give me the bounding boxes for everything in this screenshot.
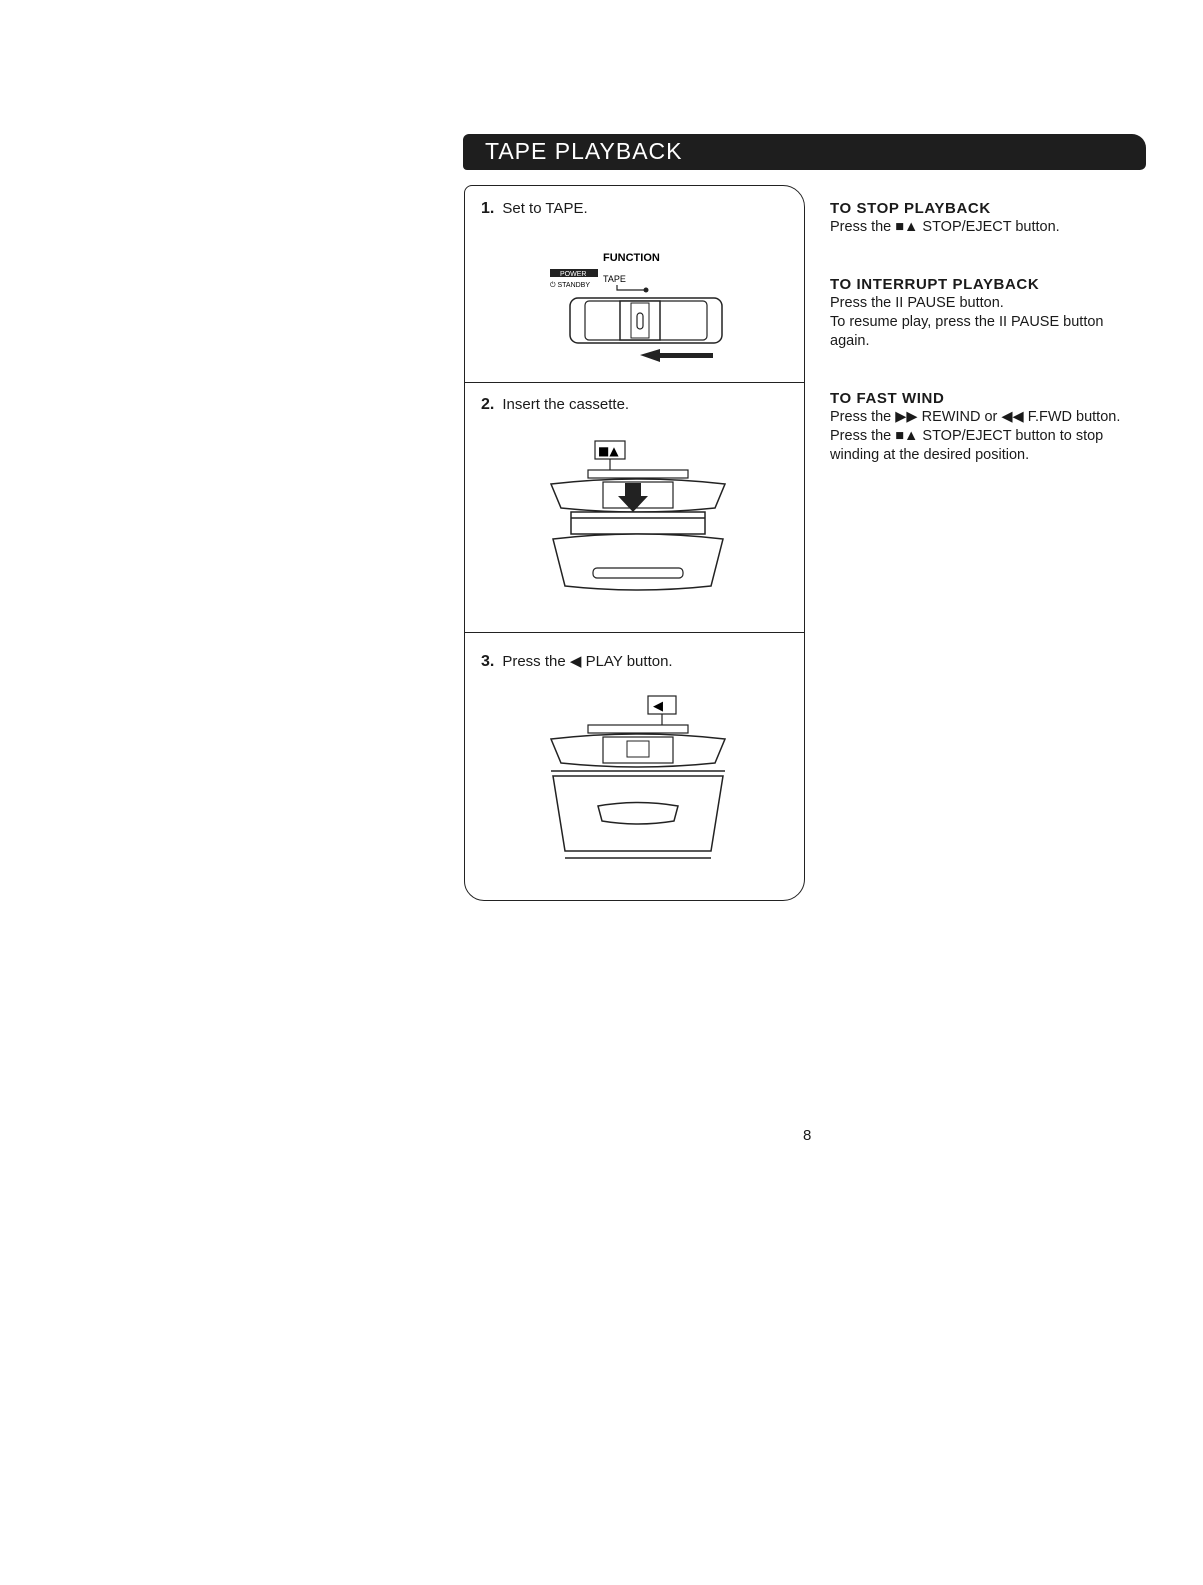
tape-label: TAPE (603, 274, 626, 284)
cassette-door (553, 534, 723, 590)
fast-wind-line-3: winding at the desired position. (830, 447, 1030, 463)
play-button-illustration (543, 691, 733, 871)
page-title: TAPE PLAYBACK (485, 138, 683, 164)
interrupt-line-1: Press the II PAUSE button. (830, 295, 1004, 311)
slide-arrow-icon (640, 349, 713, 362)
interrupt-line-2: To resume play, press the II PAUSE button (830, 314, 1104, 330)
function-label: FUNCTION (603, 252, 660, 264)
interrupt-playback-heading: TO INTERRUPT PLAYBACK (830, 276, 1040, 293)
stop-playback-line: Press the ■▲ STOP/EJECT button. (830, 219, 1060, 235)
interrupt-line-3: again. (830, 333, 870, 349)
power-label: POWER (560, 271, 587, 278)
step-2-number: 2. (481, 396, 495, 413)
insert-cassette-illustration (543, 436, 733, 611)
function-switch-illustration (545, 241, 745, 371)
step-1-number: 1. (481, 200, 495, 217)
steps-panel (464, 185, 805, 901)
step-3 (481, 652, 673, 671)
interrupt-playback-section (830, 275, 1160, 351)
step-divider (465, 382, 804, 383)
step-2-text: Insert the cassette. (502, 396, 630, 413)
step-2 (481, 396, 629, 414)
cassette (571, 512, 705, 534)
step-3-number: 3. (481, 653, 495, 670)
stop-playback-section (830, 199, 1160, 237)
step-divider (465, 632, 804, 633)
fast-wind-section (830, 389, 1160, 465)
step-1 (481, 200, 588, 218)
fast-wind-heading: TO FAST WIND (830, 390, 945, 407)
section-title-bar (463, 134, 1146, 170)
stop-playback-heading: TO STOP PLAYBACK (830, 200, 991, 217)
fast-wind-line-2: Press the ■▲ STOP/EJECT button to stop (830, 428, 1104, 444)
play-symbol: ◀ (653, 699, 663, 714)
standby-label: ⏻ STANDBY (550, 282, 591, 289)
page-number: 8 (803, 1127, 812, 1144)
step-1-text: Set to TAPE. (502, 200, 588, 217)
step-3-text: Press the ◀ PLAY button. (502, 653, 673, 670)
stop-eject-symbol: ■▲ (598, 444, 619, 458)
fast-wind-line-1: Press the ▶▶ REWIND or ◀◀ F.FWD button. (830, 409, 1121, 425)
